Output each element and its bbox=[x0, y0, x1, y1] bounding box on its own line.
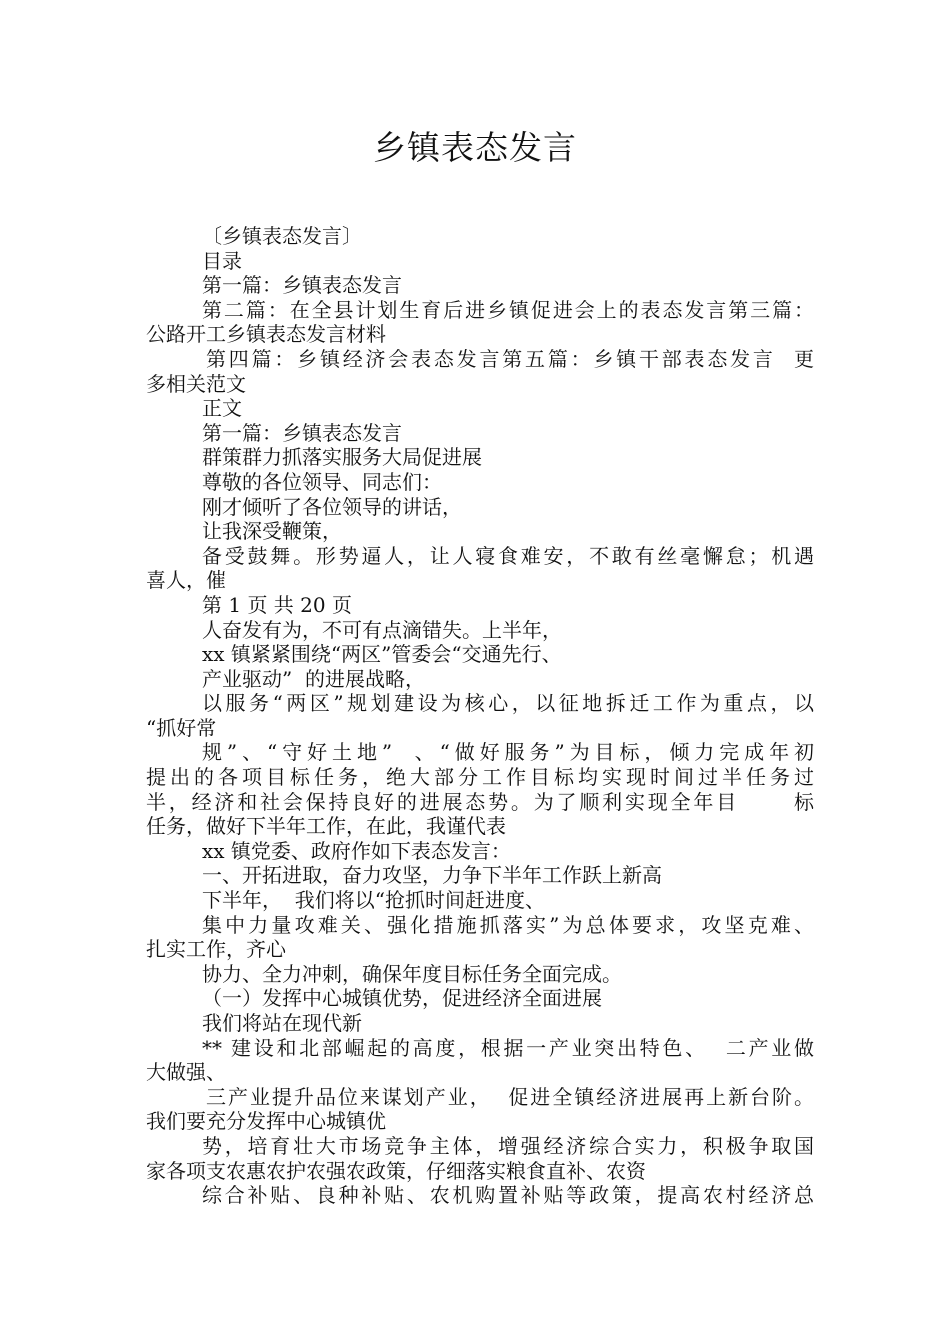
text-line: 人奋发有为，不可有点滴错失。上半年， bbox=[202, 617, 562, 642]
text-line: 综合补贴、良种补贴、农机购置补贴等政策，提高农村经济总 bbox=[202, 1183, 814, 1208]
text-line: 多相关范文 bbox=[146, 371, 246, 396]
text-line: 第二篇：在全县计划生育后进乡镇促进会上的表态发言第三篇： bbox=[202, 297, 814, 322]
text-line: 家各项支农惠农护农强农政策，仔细落实粮食直补、农资 bbox=[146, 1158, 646, 1183]
text-line: 第一篇：乡镇表态发言 bbox=[202, 273, 402, 298]
text-line: “抓好常 bbox=[146, 715, 217, 740]
text-line: 势，培育壮大市场竞争主体，增强经济综合实力，积极争取国 bbox=[202, 1133, 814, 1158]
text-line: 让我深受鞭策， bbox=[202, 519, 342, 544]
text-line: 扎实工作，齐心 bbox=[146, 937, 286, 962]
text-line: 我们要充分发挥中心城镇优 bbox=[146, 1109, 386, 1134]
text-line: 三产业提升品位来谋划产业， 促进全镇经济进展再上新台阶。 bbox=[206, 1084, 814, 1109]
text-line: 第一篇：乡镇表态发言 bbox=[202, 420, 402, 445]
text-line: ** 建设和北部崛起的高度，根据一产业突出特色、 二产业做 bbox=[202, 1035, 814, 1060]
text-line: 第四篇：乡镇经济会表态发言第五篇：乡镇干部表态发言 更 bbox=[206, 346, 814, 371]
text-line: 第 1 页 共 20 页 bbox=[202, 592, 352, 617]
text-line: 群策群力抓落实服务大局促进展 bbox=[202, 445, 482, 470]
text-line: 下半年， 我们将以“抢抓时间赶进度、 bbox=[202, 888, 545, 913]
text-line: 〔乡镇表态发言〕 bbox=[202, 224, 362, 248]
text-line: 喜人，催 bbox=[146, 568, 226, 593]
text-line: 目录 bbox=[202, 248, 242, 273]
text-line: 提出的各项目标任务，绝大部分工作目标均实现时间过半任务过 bbox=[146, 765, 814, 790]
text-line: 刚才倾听了各位领导的讲话， bbox=[202, 494, 462, 519]
text-line: 产业驱动” 的进展战略， bbox=[202, 666, 425, 691]
page-title: 乡镇表态发言 bbox=[373, 128, 577, 167]
text-line: 规”、“守好土地” 、“做好服务”为目标，倾力完成年初 bbox=[202, 740, 814, 765]
text-line: 我们将站在现代新 bbox=[202, 1011, 362, 1035]
text-line: xx 镇党委、政府作如下表态发言： bbox=[202, 838, 511, 863]
document-body bbox=[146, 224, 814, 1208]
text-line: 一、开拓进取，奋力攻坚，力争下半年工作跃上新高 bbox=[202, 863, 662, 888]
text-line: 备受鼓舞。形势逼人，让人寝食难安，不敢有丝毫懈怠；机遇 bbox=[202, 543, 814, 568]
text-line: 正文 bbox=[202, 396, 242, 421]
text-line: 尊敬的各位领导、同志们： bbox=[202, 469, 442, 494]
text-line: 公路开工乡镇表态发言材料 bbox=[146, 322, 386, 347]
text-line: 集中力量攻难关、强化措施抓落实”为总体要求，攻坚克难、 bbox=[202, 912, 814, 937]
text-line: 协力、全力冲刺，确保年度目标任务全面完成。 bbox=[202, 961, 622, 986]
text-line: （一）发挥中心城镇优势，促进经济全面进展 bbox=[202, 986, 602, 1011]
text-line: 半，经济和社会保持良好的进展态势。为了顺利实现全年目 标 bbox=[146, 789, 814, 814]
text-line: xx 镇紧紧围绕“两区”管委会“交通先行、 bbox=[202, 642, 562, 667]
text-line: 大做强、 bbox=[146, 1060, 226, 1085]
text-line: 任务，做好下半年工作，在此，我谨代表 bbox=[146, 814, 506, 839]
text-line: 以服务“两区”规划建设为核心，以征地拆迁工作为重点，以 bbox=[202, 691, 814, 716]
